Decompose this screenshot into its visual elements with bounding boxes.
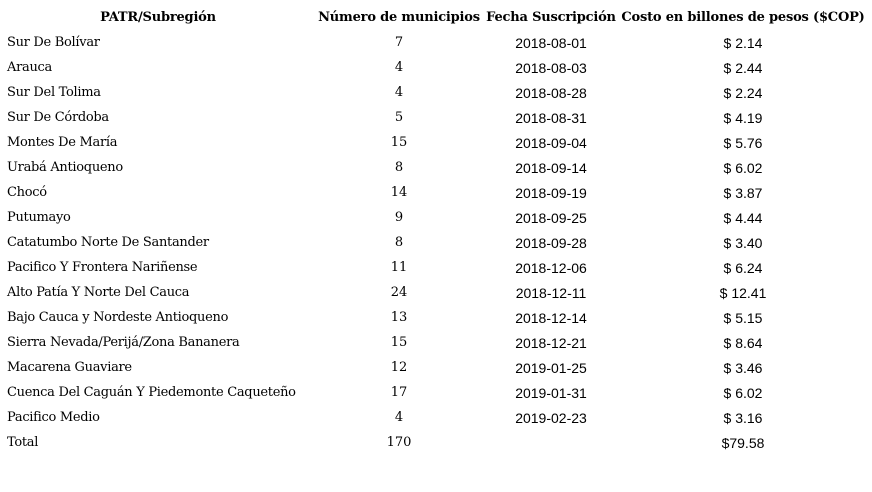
cell-municipalities: 8 bbox=[394, 235, 404, 250]
cell-cost: $ 5.76 bbox=[723, 134, 763, 151]
cell-date: 2018-08-01 bbox=[515, 34, 587, 51]
header-date: Fecha Suscripción bbox=[486, 9, 616, 25]
cell-municipalities: 15 bbox=[390, 135, 408, 150]
cell-municipalities: 24 bbox=[390, 285, 408, 300]
cell-cost: $ 6.02 bbox=[723, 384, 763, 401]
cell-cost: $ 2.44 bbox=[723, 59, 763, 76]
cell-date: 2018-12-14 bbox=[515, 309, 587, 326]
cell-date: 2018-12-06 bbox=[515, 259, 587, 276]
cell-cost: $ 2.24 bbox=[723, 84, 763, 101]
cell-date: 2018-08-03 bbox=[515, 59, 587, 76]
cell-cost: $ 3.40 bbox=[723, 234, 763, 251]
cell-cost: $ 4.19 bbox=[723, 109, 763, 126]
cell-date: 2018-08-28 bbox=[515, 84, 587, 101]
cell-region: Catatumbo Norte De Santander bbox=[7, 235, 209, 250]
cell-region: Montes De María bbox=[7, 135, 118, 150]
cell-municipalities: 4 bbox=[394, 85, 404, 100]
cell-municipalities: 12 bbox=[390, 360, 408, 375]
table-row bbox=[2, 180, 868, 205]
header-region: PATR/Subregión bbox=[100, 9, 216, 25]
table-row bbox=[2, 330, 868, 355]
cell-date: 2018-09-19 bbox=[515, 184, 587, 201]
cell-cost: $ 3.87 bbox=[723, 184, 763, 201]
cell-municipalities: 17 bbox=[390, 385, 408, 400]
cell-region: Sur De Bolívar bbox=[7, 35, 100, 50]
table-row bbox=[2, 130, 868, 155]
table-row bbox=[2, 255, 868, 280]
table-row bbox=[2, 30, 868, 55]
table-row bbox=[2, 155, 868, 180]
header-cost: Costo en billones de pesos ($COP) bbox=[621, 9, 865, 25]
cell-cost: $ 6.24 bbox=[723, 259, 763, 276]
cell-date: 2018-08-31 bbox=[515, 109, 587, 126]
cell-municipalities: 8 bbox=[394, 160, 404, 175]
table-row bbox=[2, 280, 868, 305]
cell-date: 2019-01-31 bbox=[515, 384, 587, 401]
cell-region: Arauca bbox=[7, 60, 52, 75]
table-row bbox=[2, 80, 868, 105]
cell-municipalities: 7 bbox=[394, 35, 404, 50]
cell-cost: $ 6.02 bbox=[723, 159, 763, 176]
header-municipalities: Número de municipios bbox=[318, 9, 480, 25]
total-date bbox=[484, 430, 618, 455]
cell-date: 2019-01-25 bbox=[515, 359, 587, 376]
cell-cost: $ 8.64 bbox=[723, 334, 763, 351]
cell-region: Chocó bbox=[7, 185, 47, 200]
cell-region: Macarena Guaviare bbox=[7, 360, 132, 375]
table-row bbox=[2, 355, 868, 380]
cell-date: 2018-09-25 bbox=[515, 209, 587, 226]
cell-region: Sierra Nevada/Perijá/Zona Bananera bbox=[7, 335, 240, 350]
cell-date: 2018-09-04 bbox=[515, 134, 587, 151]
cell-municipalities: 5 bbox=[394, 110, 404, 125]
cell-cost: $ 3.16 bbox=[723, 409, 763, 426]
total-municipalities: 170 bbox=[386, 435, 412, 450]
cell-municipalities: 4 bbox=[394, 60, 404, 75]
cell-date: 2018-12-21 bbox=[515, 334, 587, 351]
total-row bbox=[2, 430, 868, 455]
cell-municipalities: 4 bbox=[394, 410, 404, 425]
table-row bbox=[2, 105, 868, 130]
cell-region: Urabá Antioqueno bbox=[7, 160, 123, 175]
cell-date: 2018-12-11 bbox=[515, 284, 587, 301]
table-row bbox=[2, 230, 868, 255]
table-row bbox=[2, 380, 868, 405]
table-row bbox=[2, 305, 868, 330]
cell-region: Putumayo bbox=[7, 210, 71, 225]
cell-cost: $ 12.41 bbox=[719, 284, 767, 301]
cell-date: 2019-02-23 bbox=[515, 409, 587, 426]
patr-table bbox=[2, 4, 868, 455]
cell-date: 2018-09-28 bbox=[515, 234, 587, 251]
cell-region: Pacifico Medio bbox=[7, 410, 100, 425]
cell-cost: $ 3.46 bbox=[723, 359, 763, 376]
cell-region: Alto Patía Y Norte Del Cauca bbox=[7, 285, 190, 300]
cell-municipalities: 14 bbox=[390, 185, 408, 200]
cell-municipalities: 15 bbox=[390, 335, 408, 350]
total-label: Total bbox=[7, 435, 39, 450]
cell-municipalities: 9 bbox=[394, 210, 404, 225]
cell-cost: $ 2.14 bbox=[723, 34, 763, 51]
cell-cost: $ 4.44 bbox=[723, 209, 763, 226]
table-row bbox=[2, 405, 868, 430]
cell-region: Sur Del Tolima bbox=[7, 85, 101, 100]
header-row bbox=[2, 4, 868, 30]
cell-cost: $ 5.15 bbox=[723, 309, 763, 326]
cell-date: 2018-09-14 bbox=[515, 159, 587, 176]
cell-region: Cuenca Del Caguán Y Piedemonte Caqueteño bbox=[7, 385, 296, 400]
cell-region: Pacifico Y Frontera Nariñense bbox=[7, 260, 198, 275]
cell-municipalities: 11 bbox=[390, 260, 408, 275]
total-cost: $79.58 bbox=[721, 434, 765, 451]
table-row bbox=[2, 205, 868, 230]
cell-region: Sur De Córdoba bbox=[7, 110, 109, 125]
cell-municipalities: 13 bbox=[390, 310, 408, 325]
table-row bbox=[2, 55, 868, 80]
cell-region: Bajo Cauca y Nordeste Antioqueno bbox=[7, 310, 229, 325]
